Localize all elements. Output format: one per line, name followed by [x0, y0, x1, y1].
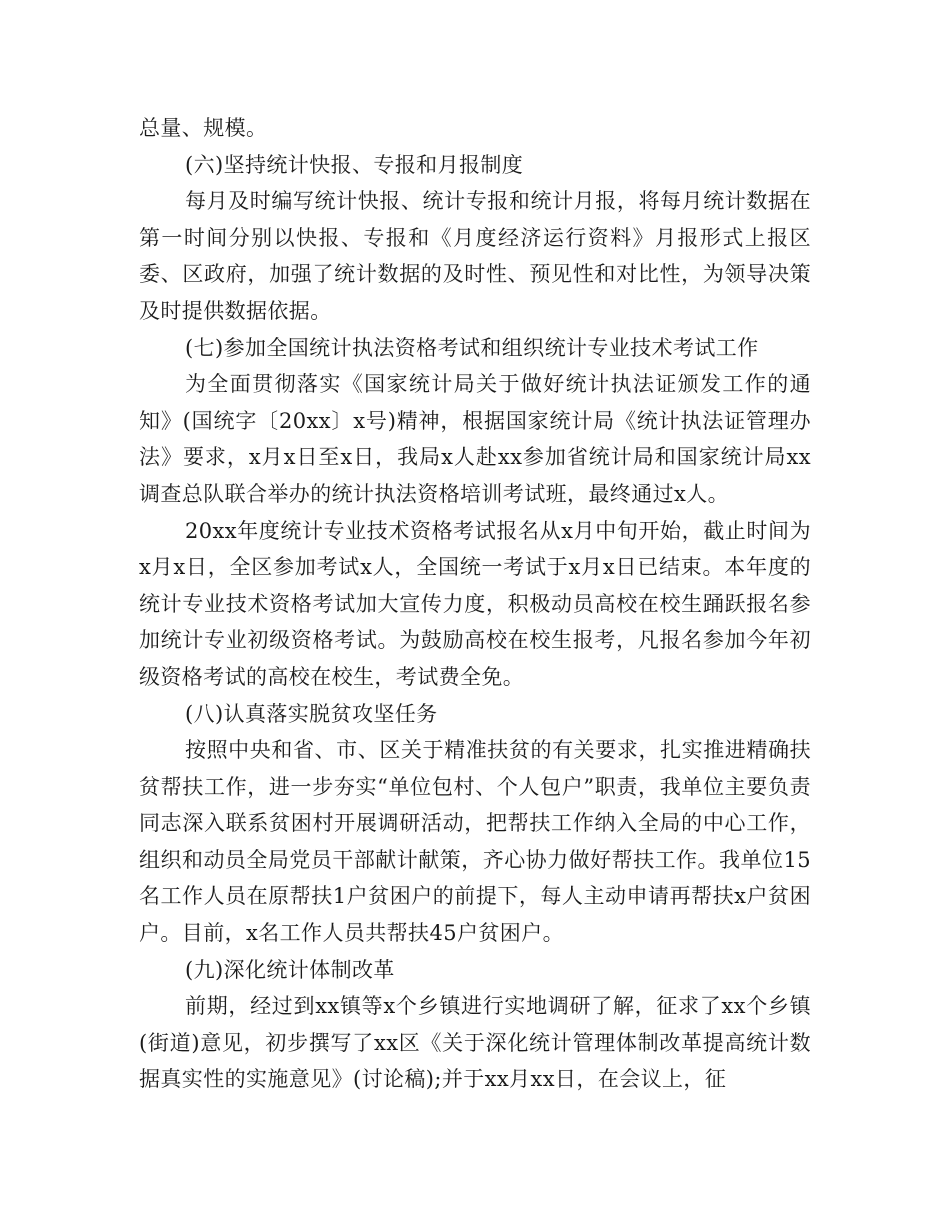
- document-page: [139, 110, 811, 1098]
- section-heading-9: (九)深化统计体制改革: [185, 957, 395, 982]
- paragraph-section-8: 按照中央和省、市、区关于精准扶贫的有关要求，扎实推进精确扶贫帮扶工作，进一步夯实“单位包村、个人包户”职责，我单位主要负责同志深入联系贫困村开展调研活动，把帮扶工作纳入全局的中心工作，组织和动员全局党员干部献计献策，齐心协力做好帮扶工作。我单位15名工作人员在原帮扶1户贫困户的前提下，每人主动申请再帮扶x户贫困户。目前，x名工作人员共帮扶45户贫困户。: [139, 738, 811, 946]
- paragraph-section-7-b: 20xx年度统计专业技术资格考试报名从x月中旬开始，截止时间为x月x日，全区参加考试x人，全国统一考试于x月x日已结束。本年度的统计专业技术资格考试加大宣传力度，积极动员高校在校生踊跃报名参加统计专业初级资格考试。为鼓励高校在校生报考，凡报名参加今年初级资格考试的高校在校生，考试费全免。: [139, 518, 811, 689]
- paragraph-continuation: 总量、规模。: [139, 116, 268, 140]
- paragraph-section-6: 每月及时编写统计快报、统计专报和统计月报，将每月统计数据在第一时间分别以快报、专报和《月度经济运行资料》月报形式上报区委、区政府，加强了统计数据的及时性、预见性和对比性，为领导决策及时提供数据依据。: [139, 189, 811, 323]
- paragraph-section-9: 前期，经过到xx镇等x个乡镇进行实地调研了解，征求了xx个乡镇(街道)意见，初步撰写了xx区《关于深化统计管理体制改革提高统计数据真实性的实施意见》(讨论稿);并于xx月xx日，在会议上，征: [139, 994, 811, 1092]
- section-heading-6: (六)坚持统计快报、专报和月报制度: [185, 152, 524, 177]
- paragraph-section-7-a: 为全面贯彻落实《国家统计局关于做好统计执法证颁发工作的通知》(国统字〔20xx〕x号)精神，根据国家统计局《统计执法证管理办法》要求，x月x日至x日，我局x人赴xx参加省统计局和国家统计局xx调查总队联合举办的统计执法资格培训考试班，最终通过x人。: [139, 372, 811, 506]
- section-heading-8: (八)认真落实脱贫攻坚任务: [185, 701, 438, 726]
- section-heading-7: (七)参加全国统计执法资格考试和组织统计专业技术考试工作: [185, 335, 759, 360]
